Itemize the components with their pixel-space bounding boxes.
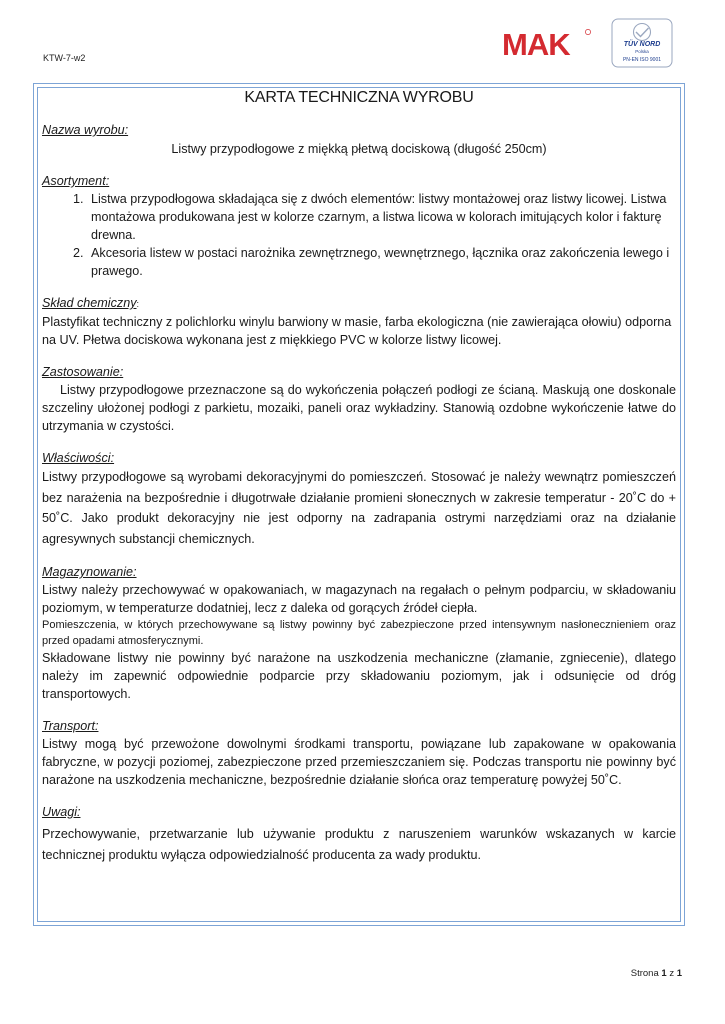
section-heading-sklad: Skład chemiczny: [42, 296, 140, 310]
chemical-composition-text: Plastyfikat techniczny z polichlorku winylu barwiony w masie, farba ekologiczna (nie zawierająca ołowiu) odporna na UV. Płetwa dociskowa wykonana jest z miękkiego PVC w kolorze listwy licowej. [42, 315, 672, 347]
section-heading-zastosowanie: Zastosowanie: [42, 365, 124, 379]
mak-logo-text: MAK [502, 28, 570, 60]
registered-mark-icon [585, 29, 590, 34]
application-text: Listwy przypodłogowe przeznaczone są do wykończenia połączeń podłogi ze ścianą. Maskują one doskonale szczeliny ułożonej podłogi z parkietu, mozaiki, paneli oraz wykładziny. Stanowią ozdobne wykończenie łatwe do utrzymania w czystości. [42, 383, 676, 433]
remarks-text: Przechowywanie, przetwarzanie lub używanie produktu z naruszeniem warunków wskazanych w karcie technicznej produktu wyłącza odpowiedzialność producenta za wady produktu. [42, 827, 676, 862]
section-heading-wlasciwosci: Właściwości: [42, 451, 115, 465]
svg-text:TÜV NORD: TÜV NORD [623, 41, 661, 48]
document-body [42, 88, 676, 865]
section-heading-transport: Transport: [42, 719, 99, 733]
storage-note: Pomieszczenia, w których przechowywane są listwy powinny być zabezpieczone przed intensywnym nasłonecznieniem oraz przed opadami atmosferycznymi. [42, 619, 676, 647]
properties-text: Listwy przypodłogowe są wyrobami dekoracyjnymi do pomieszczeń. Stosować je należy wewnątrz pomieszczeń bez narażenia na bezpośrednie i długotrwałe działanie promieni słonecznych w zakresie temperatur - 20˚C do + 50˚C. Jako produkt dekoracyjny nie jest odporny na zadrapania ostrymi narzędziami oraz na działanie agresywnych substancji chemicznych. [42, 470, 676, 546]
document-title: KARTA TECHNICZNA WYROBU [244, 89, 474, 106]
assortment-item: 1. Listwa przypodłogowa składająca się z dwóch elementów: listwy montażowej oraz listwy licowej. Listwa montażowa produkowana jest w kolorze czarnym, a listwa licowa w kolorach imitujących kolor i fakturę drewna. [87, 190, 676, 244]
tuv-nord-certificate-logo [611, 18, 673, 68]
svg-text:Polska: Polska [635, 49, 649, 54]
transport-text: Listwy mogą być przewożone dowolnymi środkami transportu, powiązane lub zapakowane w opakowania fabryczne, w pozycji poziomej, zabezpieczone przed przemieszczaniem się. Podczas transportu nie powinny być narażone na uszkodzenia mechaniczne, bezpośrednie działanie słońca oraz temperaturę powyżej 50˚C. [42, 737, 676, 787]
section-heading-nazwa: Nazwa wyrobu: [42, 123, 129, 137]
mak-logo [502, 28, 592, 60]
storage-text-continued: Składowane listwy nie powinny być narażone na uszkodzenia mechaniczne (złamanie, zgniecenie), dlatego należy im zapewnić odpowiednie podparcie przy składowaniu poziomym, jak i odsunięcie od dróg transportowych. [42, 651, 676, 701]
section-heading-magazynowanie: Magazynowanie: [42, 565, 137, 579]
product-name: Listwy przypodłogowe z miękką płetwą dociskową (długość 250cm) [171, 142, 547, 156]
page-number: Strona 1 z 1 [630, 968, 682, 979]
assortment-list [42, 190, 676, 280]
document-code: KTW-7-w2 [43, 53, 86, 63]
section-heading-uwagi: Uwagi: [42, 805, 81, 819]
assortment-item: 2. Akcesoria listew w postaci narożnika zewnętrznego, wewnętrznego, łącznika oraz zakończenia lewego i prawego. [87, 244, 676, 280]
storage-text: Listwy należy przechowywać w opakowaniach, w magazynach na regałach o pełnym podparciu, w składowaniu poziomym, w temperaturze dodatniej, lecz z daleka od gorących źródeł ciepła. [42, 583, 676, 615]
section-heading-asortyment: Asortyment: [42, 174, 110, 188]
svg-text:PN-EN ISO 9001: PN-EN ISO 9001 [622, 57, 662, 63]
